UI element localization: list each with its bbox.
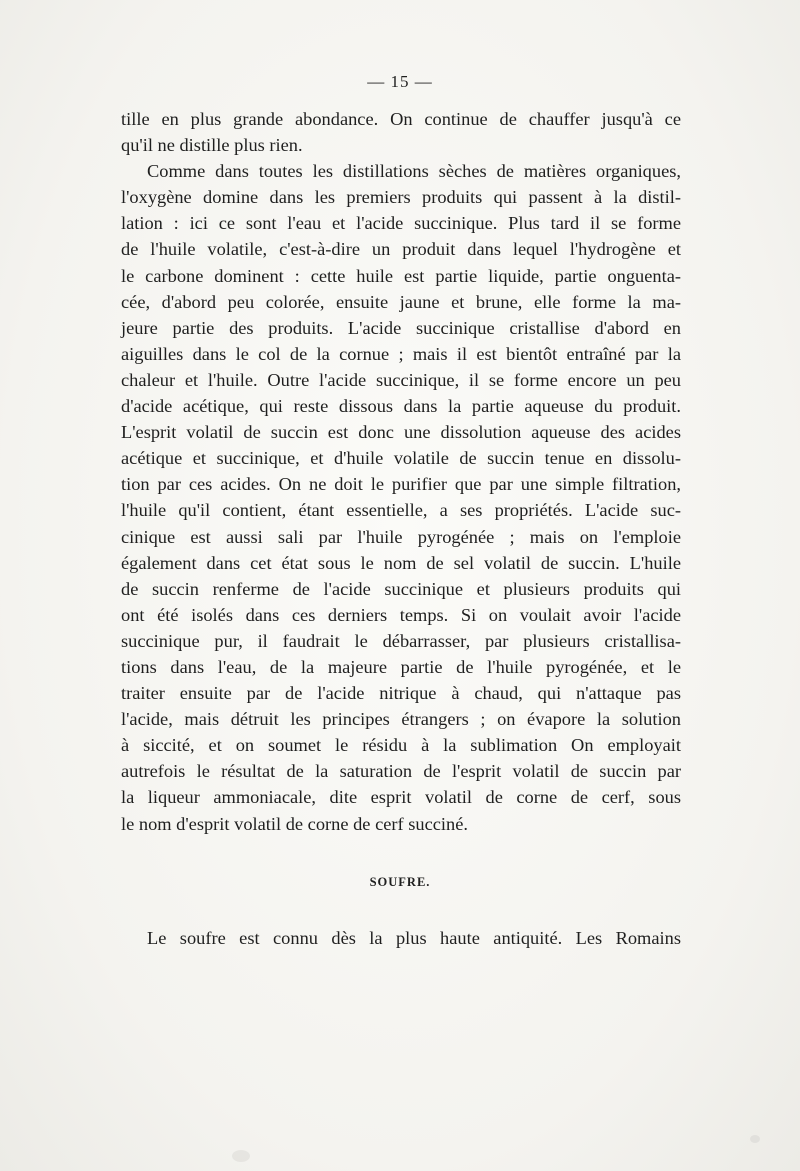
text-line: à siccité, et on soumet le résidu à la sublimation On employait [121, 735, 681, 756]
text-line: de l'huile volatile, c'est-à-dire un produit dans lequel l'hydrogène et [121, 239, 681, 260]
text-line: lation : ici ce sont l'eau et l'acide succinique. Plus tard il se forme [121, 213, 681, 234]
text-line: l'acide, mais détruit les principes étrangers ; on évapore la solution [121, 709, 681, 730]
text-line: tion par ces acides. On ne doit le purifier que par une simple filtration, [121, 474, 681, 495]
section-heading: SOUFRE. [369, 875, 431, 889]
text-line: ont été isolés dans ces derniers temps. Si on voulait avoir l'acide [121, 604, 681, 625]
text-line: le nom d'esprit volatil de corne de cerf succiné. [121, 813, 468, 834]
paper-stain [750, 1135, 760, 1143]
text-line: qu'il ne distille plus rien. [121, 135, 303, 156]
text-line: cée, d'abord peu colorée, ensuite jaune et brune, elle forme la ma- [121, 291, 681, 312]
text-line: autrefois le résultat de la saturation de l'esprit volatil de succin par [121, 761, 681, 782]
text-line: tille en plus grande abondance. On continue de chauffer jusqu'à ce [121, 109, 681, 129]
text-line: L'esprit volatil de succin est donc une dissolution aqueuse des acides [121, 422, 681, 443]
text-line: acétique et succinique, et d'huile volatile de succin tenue en dissolu- [121, 448, 681, 469]
paper-stain [232, 1150, 250, 1162]
text-line: tions dans l'eau, de la majeure partie de l'huile pyrogénée, et le [121, 656, 681, 677]
text-line: cinique est aussi sali par l'huile pyrogénée ; mais on l'emploie [121, 526, 681, 547]
text-line: jeure partie des produits. L'acide succinique cristallise d'abord en [121, 317, 681, 338]
text-line: également dans cet état sous le nom de sel volatil de succin. L'huile [121, 552, 681, 573]
text-line: traiter ensuite par de l'acide nitrique à chaud, qui n'attaque pas [121, 683, 681, 704]
body-text [121, 106, 681, 837]
text-line: l'oxygène domine dans les premiers produits qui passent à la distil- [121, 187, 681, 208]
text-line: la liqueur ammoniacale, dite esprit volatil de corne de cerf, sous [121, 787, 681, 808]
text-line: Comme dans toutes les distillations sèches de matières organiques, [147, 161, 681, 182]
text-line: l'huile qu'il contient, étant essentielle, a ses propriétés. L'acide suc- [121, 500, 681, 521]
text-line: Le soufre est connu dès la plus haute antiquité. Les Romains [147, 928, 681, 948]
text-line: chaleur et l'huile. Outre l'acide succinique, il se forme encore un peu [121, 369, 681, 390]
text-line: aiguilles dans le col de la cornue ; mais il est bientôt entraîné par la [121, 343, 681, 364]
page-number: — 15 — [367, 72, 433, 91]
text-line: succinique pur, il faudrait le débarrasser, par plusieurs cristallisa- [121, 630, 681, 651]
text-line: d'acide acétique, qui reste dissous dans la partie aqueuse du produit. [121, 396, 681, 417]
text-line: de succin renferme de l'acide succinique et plusieurs produits qui [121, 578, 681, 599]
text-line: le carbone dominent : cette huile est partie liquide, partie onguenta- [121, 265, 681, 286]
